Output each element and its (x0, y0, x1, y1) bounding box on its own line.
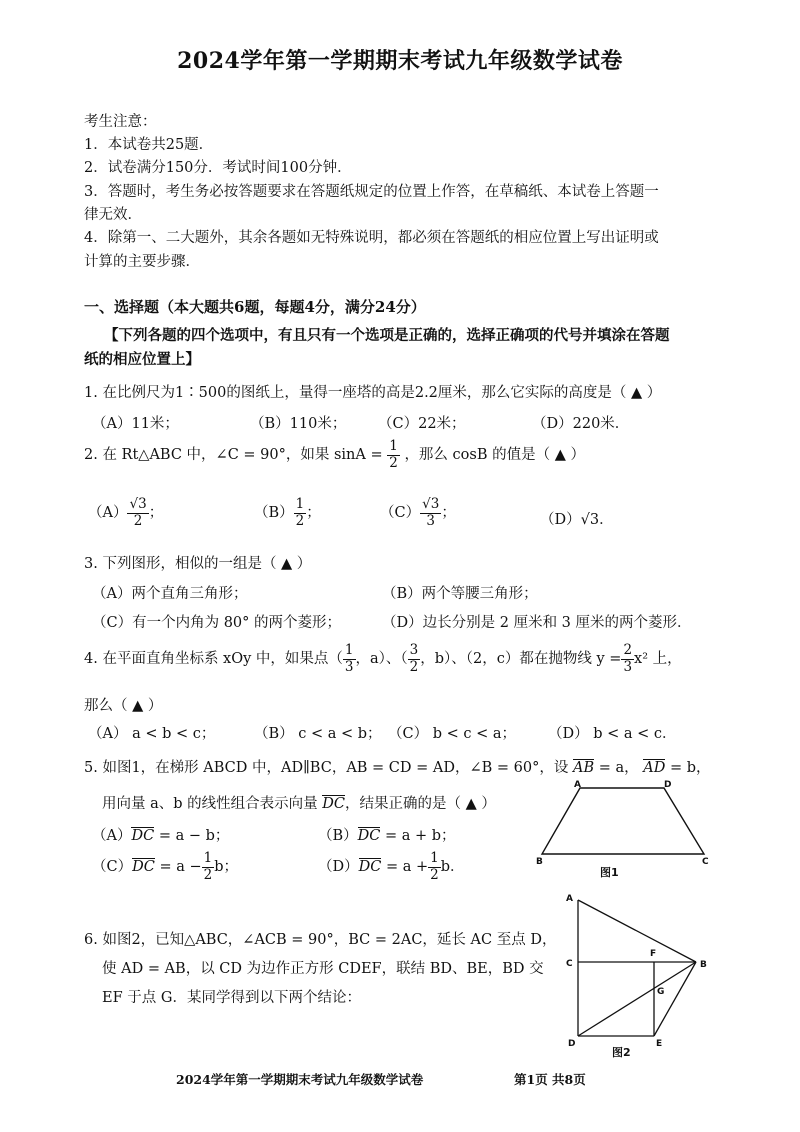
q6-stem-cont-2: EF 于点 G．某同学得到以下两个结论： (102, 990, 361, 1006)
q2-option-c: （C） $\frac{√3}{3}$ ； (380, 496, 456, 529)
q4-option-c: （C） b < c < a； (388, 726, 516, 742)
fig2-label-c: C (566, 959, 573, 969)
q4-stem-cont: 那么（ ▲ ） (84, 698, 163, 714)
fig2-caption: 图2 (612, 1046, 631, 1059)
q5-option-a: （A）DC = a − b； (92, 828, 230, 844)
q3-option-a: （A）两个直角三角形； (92, 586, 248, 602)
q5-stem: 5. 如图1，在梯形 ABCD 中，AD∥BC，AB = CD = AD，∠B = 60°，设 AB = a， AD = b， (84, 760, 711, 776)
fig2-label-f: F (650, 949, 657, 959)
q5-option-d: （D）DC = a + $\frac{1}{2}$ b． (318, 850, 465, 883)
q4-option-a: （A） a < b < c； (88, 726, 216, 742)
q4-option-b: （B） c < a < b； (254, 726, 382, 742)
notice-item-4-cont: 计算的主要步骤． (84, 254, 200, 270)
q5-stem-cont: 用向量 a、b 的线性组合表示向量 DC，结果正确的是（ ▲ ） (102, 796, 496, 812)
fig1-label-b: B (536, 857, 543, 867)
segment-be (654, 962, 696, 1036)
segment-bd (578, 962, 696, 1036)
footer-page-number: 第1页 共8页 (514, 1072, 586, 1087)
q2-frac-half: $\frac{1}{2}$ (389, 438, 398, 471)
q2-option-d: （D）√3． (540, 512, 614, 528)
fig1-label-a: A (574, 780, 581, 790)
q6-stem: 6. 如图2，已知△ABC，∠ACB = 90°，BC = 2AC，延长 AC 至点 D， (84, 932, 557, 948)
notice-item-3: 3．答题时，考生务必按答题要求在答题纸规定的位置上作答，在草稿纸、本试卷上答题一 (84, 184, 659, 200)
fig2-label-e: E (656, 1039, 663, 1049)
q5-option-c: （C）DC = a − $\frac{1}{2}$ b； (92, 850, 239, 883)
q4-option-d: （D） b < a < c． (548, 726, 677, 742)
q1-option-a: （A）11米； (92, 416, 179, 432)
fig2-label-g: G (657, 987, 665, 997)
q2-stem: 2. 在 Rt△ABC 中，∠C = 90°，如果 sinA = $\frac{1}{2}$ ，那么 cosB 的值是（ ▲ ） (84, 438, 585, 471)
q1-option-b: （B）110米； (250, 416, 347, 432)
notice-heading: 考生注意： (84, 114, 157, 130)
notice-item-1: 1．本试卷共25题． (84, 137, 214, 153)
q2-option-a: （A） $\frac{√3}{2}$ ； (88, 496, 164, 529)
q3-option-c: （C）有一个内角为 80° 的两个菱形； (92, 615, 342, 631)
q2-option-b: （B） $\frac{1}{2}$ ； (254, 496, 321, 529)
q4-stem: 4. 在平面直角坐标系 xOy 中，如果点（ $\frac{1}{3}$ ，a）、（ $\frac{3}{2}$ ，b）、（2，c）都在抛物线 y = $\frac{2}{3}$ x² 上， (84, 642, 682, 675)
fig2-label-b: B (700, 960, 707, 970)
q3-stem: 3. 下列图形，相似的一组是（ ▲ ） (84, 556, 312, 572)
q6-stem-cont: 使 AD = AB，以 CD 为边作正方形 CDEF，联结 BD、BE，BD 交 (102, 961, 544, 977)
section-instruction-cont: 纸的相应位置上】 (84, 351, 200, 368)
q1-option-c: （C）22米； (378, 416, 466, 432)
q5-option-b: （B）DC = a + b； (318, 828, 456, 844)
page-title: 2024学年第一学期期末考试九年级数学试卷 (177, 48, 623, 74)
section-heading: 一、选择题（本大题共6题，每题4分，满分24分） (84, 298, 426, 316)
notice-item-2: 2．试卷满分150分．考试时间100分钟． (84, 160, 352, 176)
q1-option-d: （D）220米． (532, 416, 630, 432)
q1-stem: 1. 在比例尺为1∶500的图纸上，量得一座塔的高是2.2厘米，那么它实际的高度是（ ▲ ） (84, 385, 662, 401)
fig2-label-a: A (566, 894, 573, 904)
notice-item-4: 4．除第一、二大题外，其余各题如无特殊说明，都必须在答题纸的相应位置上写出证明或 (84, 230, 659, 246)
section-instruction: 【下列各题的四个选项中，有且只有一个选项是正确的，选择正确项的代号并填涂在答题 (104, 327, 670, 344)
segment-ab (578, 900, 696, 962)
fig1-caption: 图1 (600, 866, 619, 879)
fig1-label-d: D (664, 780, 672, 790)
fig1-label-c: C (702, 857, 709, 867)
notice-item-3-cont: 律无效． (84, 207, 142, 223)
q3-option-d: （D）边长分别是 2 厘米和 3 厘米的两个菱形． (382, 615, 692, 631)
figure-2-square (556, 890, 726, 1062)
trapezoid-abcd (542, 788, 704, 854)
fig2-label-d: D (568, 1039, 576, 1049)
figure-1-trapezoid (530, 778, 716, 882)
footer-exam-title: 2024学年第一学期期末考试九年级数学试卷 (176, 1072, 424, 1087)
q3-option-b: （B）两个等腰三角形； (382, 586, 538, 602)
